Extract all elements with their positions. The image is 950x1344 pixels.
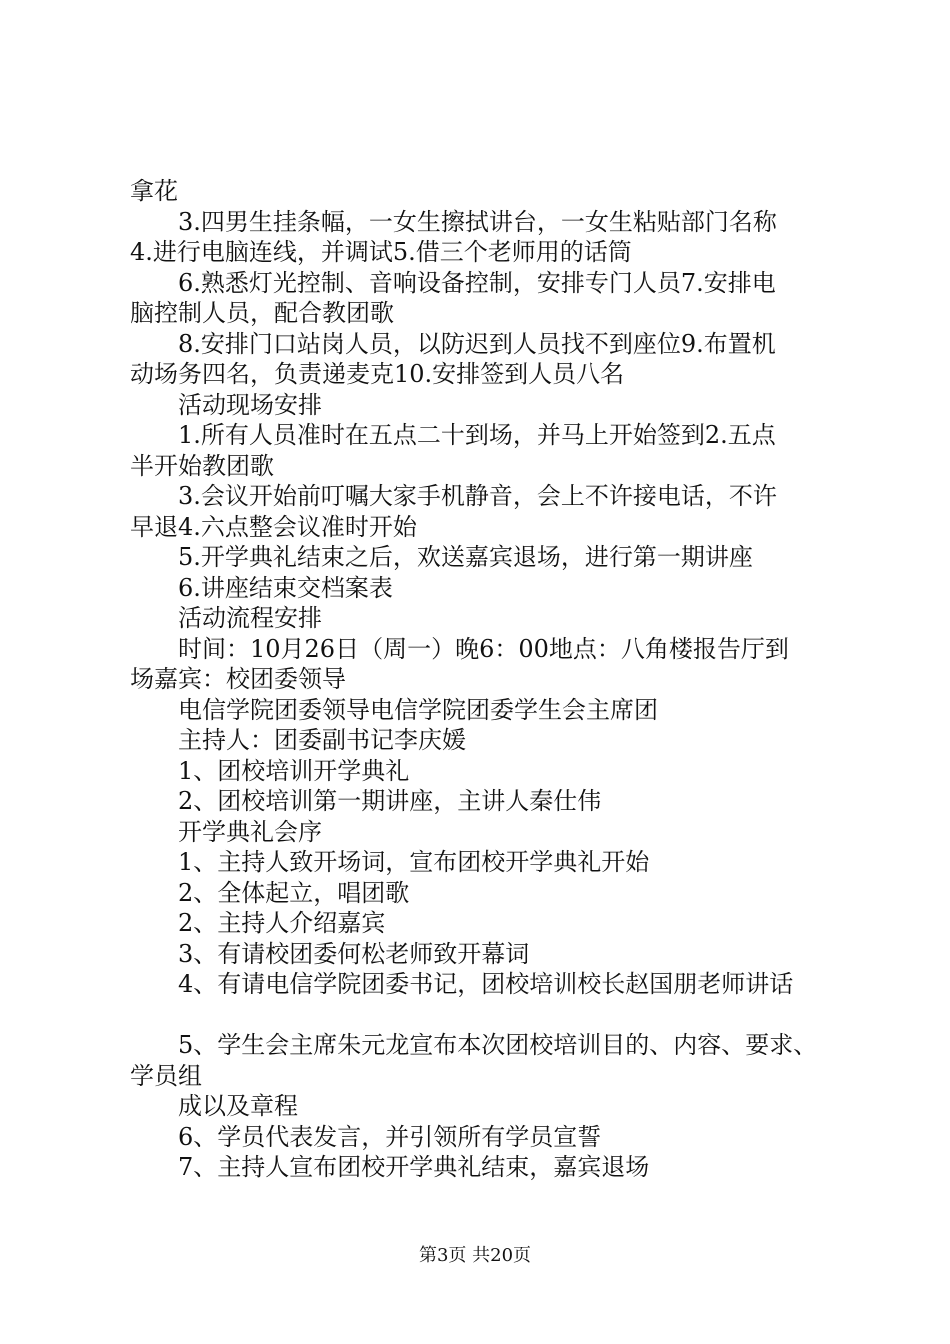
text-line: 电信学院团委领导电信学院团委学生会主席团 — [178, 695, 658, 724]
text-line: 8.安排门口站岗人员，以防迟到人员找不到座位9.布置机 — [178, 329, 776, 358]
text-line: 开学典礼会序 — [178, 817, 322, 846]
page-footer: 第3页 共20页 — [418, 1245, 532, 1266]
text-line: 3、有请校团委何松老师致开幕词 — [178, 939, 530, 968]
text-line: 2、团校培训第一期讲座，主讲人秦仕伟 — [178, 787, 602, 815]
text-line: 动场务四名，负责递麦克10.安排签到人员八名 — [130, 360, 625, 388]
text-line: 3.四男生挂条幅，一女生擦拭讲台，一女生粘贴部门名称 — [178, 207, 777, 236]
document-body — [130, 176, 835, 1183]
text-line: 成以及章程 — [178, 1092, 298, 1120]
text-line: 5、学生会主席朱元龙宣布本次团校培训目的、内容、要求、 — [178, 1031, 818, 1059]
text-line: 6.讲座结束交档案表 — [178, 573, 393, 602]
text-line: 1、团校培训开学典礼 — [178, 756, 410, 785]
text-line: 6.熟悉灯光控制、音响设备控制，安排专门人员7.安排电 — [178, 268, 776, 297]
text-line: 半开始教团歌 — [130, 451, 274, 480]
text-line: 7、主持人宣布团校开学典礼结束，嘉宾退场 — [178, 1153, 650, 1181]
text-line: 2、全体起立，唱团歌 — [178, 878, 410, 907]
text-line: 场嘉宾：校团委领导 — [130, 665, 346, 693]
text-line — [130, 1000, 835, 1031]
text-line: 2、主持人介绍嘉宾 — [178, 909, 386, 937]
text-line: 4.进行电脑连线，并调试5.借三个老师用的话筒 — [130, 238, 632, 266]
text-line: 脑控制人员，配合教团歌 — [130, 299, 394, 327]
text-line: 时间：10月26日（周一）晚6：00地点：八角楼报告厅到 — [178, 634, 789, 663]
text-line: 主持人：团委副书记李庆媛 — [178, 726, 466, 754]
text-line: 1、主持人致开场词，宣布团校开学典礼开始 — [178, 848, 650, 876]
text-line: 早退4.六点整会议准时开始 — [130, 512, 417, 541]
text-line: 活动现场安排 — [178, 390, 322, 419]
text-line: 学员组 — [130, 1061, 202, 1090]
text-line: 活动流程安排 — [178, 604, 322, 632]
text-line: 6、学员代表发言，并引领所有学员宣誓 — [178, 1122, 602, 1151]
text-line: 3.会议开始前叮嘱大家手机静音，会上不许接电话，不许 — [178, 482, 777, 510]
text-line: 5.开学典礼结束之后，欢送嘉宾退场，进行第一期讲座 — [178, 543, 753, 571]
text-line: 拿花 — [130, 177, 178, 205]
text-line: 1.所有人员准时在五点二十到场，并马上开始签到2.五点 — [178, 421, 776, 449]
text-line: 4、有请电信学院团委书记，团校培训校长赵国朋老师讲话 — [178, 970, 794, 998]
